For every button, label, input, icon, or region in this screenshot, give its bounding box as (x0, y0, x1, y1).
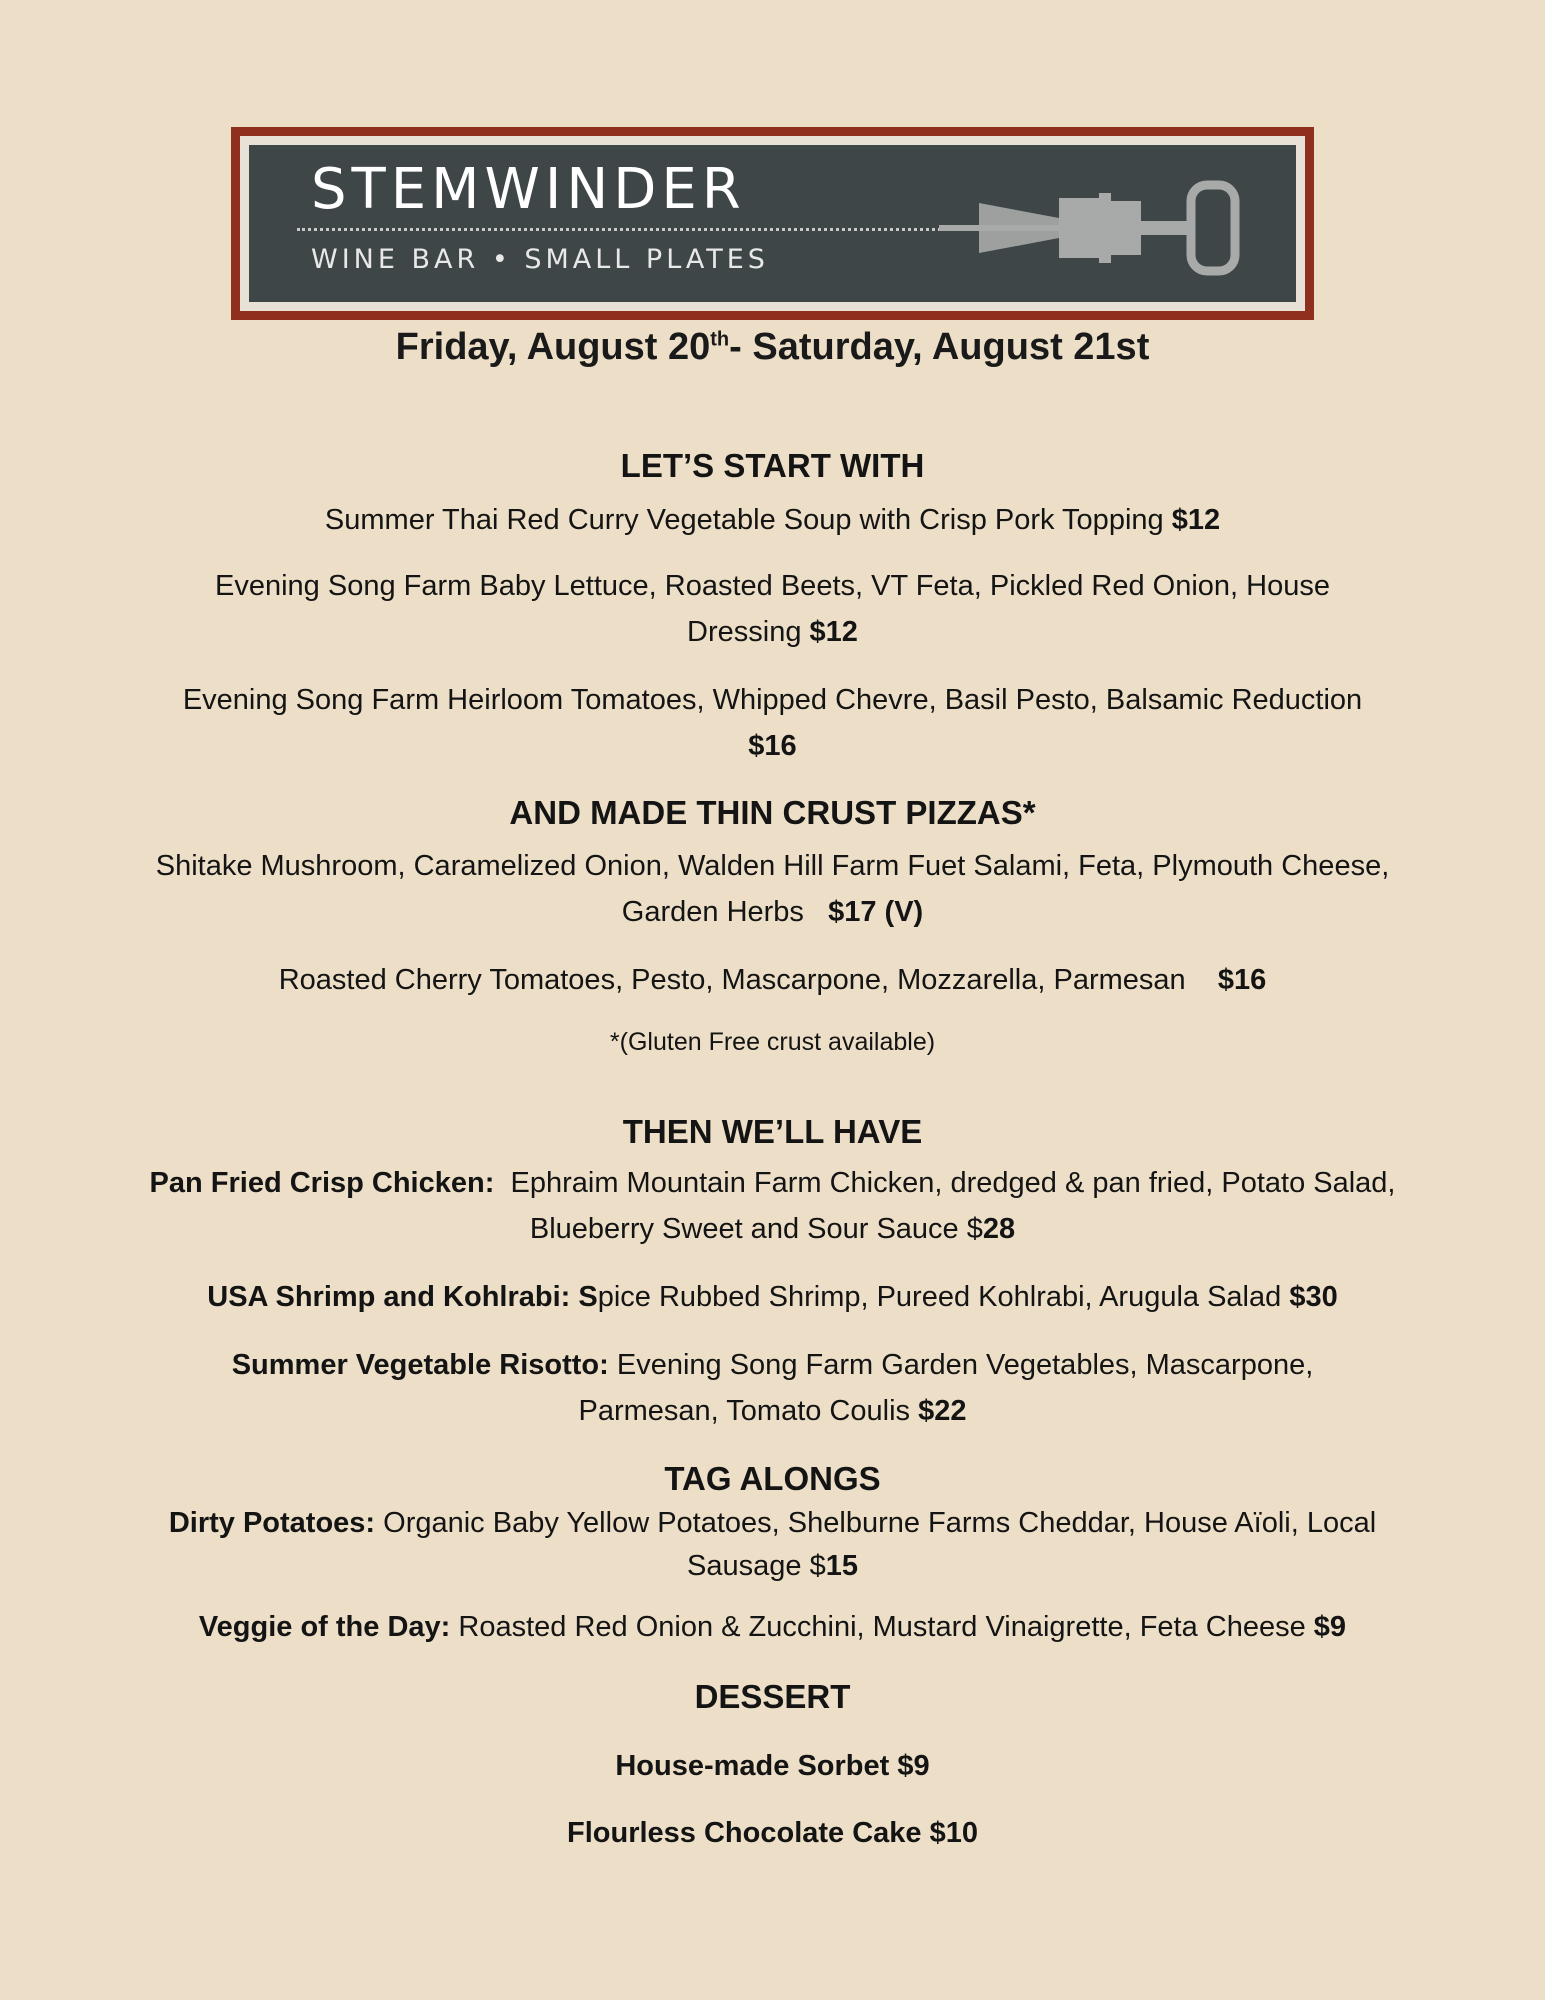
menu-item: Roasted Cherry Tomatoes, Pesto, Mascarpone, Mozzarella, Parmesan $16 (278, 964, 1267, 996)
date-start: Friday, August 20 (395, 326, 711, 368)
date-ordinal: th (710, 328, 730, 351)
logo-divider (297, 228, 947, 231)
menu-item: Summer Vegetable Risotto: Evening Song Farm Garden Vegetables, Mascarpone, Parmesan, Tomato Coulis $22 (231, 1349, 1314, 1427)
corkscrew-icon (939, 163, 1279, 293)
menu-item: Summer Thai Red Curry Vegetable Soup with Crisp Pork Topping $12 (324, 504, 1221, 536)
section-heading-mains: THEN WE’LL HAVE (622, 1113, 923, 1150)
section-heading-start: LET’S START WITH (620, 447, 925, 484)
menu-item: Pan Fried Crisp Chicken: Ephraim Mountain Farm Chicken, dredged & pan fried, Potato Salad, Blueberry Sweet and Sour Sauce $28 (149, 1167, 1396, 1245)
menu-item: Shitake Mushroom, Caramelized Onion, Walden Hill Farm Fuet Salami, Feta, Plymouth Cheese, Garden Herbs $17 (V) (155, 850, 1390, 928)
section-heading-pizzas: AND MADE THIN CRUST PIZZAS* (509, 794, 1036, 831)
date-end: - Saturday, August 21st (729, 326, 1150, 368)
menu-item: Veggie of the Day: Roasted Red Onion & Zucchini, Mustard Vinaigrette, Feta Cheese $9 (198, 1611, 1347, 1643)
dessert-item: Flourless Chocolate Cake $10 (567, 1817, 978, 1849)
logo-name: STEMWINDER (311, 157, 746, 222)
date-range (0, 326, 1545, 369)
section-heading-sides: TAG ALONGS (664, 1460, 881, 1497)
logo (231, 127, 1314, 320)
gluten-free-note: *(Gluten Free crust available) (609, 1028, 936, 1056)
menu-item: Dirty Potatoes: Organic Baby Yellow Potatoes, Shelburne Farms Cheddar, House Aïoli, Local Sausage $15 (168, 1507, 1377, 1582)
section-heading-dessert: DESSERT (694, 1678, 851, 1715)
dessert-item: House-made Sorbet $9 (615, 1750, 930, 1782)
menu-item: Evening Song Farm Heirloom Tomatoes, Whipped Chevre, Basil Pesto, Balsamic Reduction $16 (182, 684, 1363, 762)
menu-item: USA Shrimp and Kohlrabi: Spice Rubbed Shrimp, Pureed Kohlrabi, Arugula Salad $30 (207, 1281, 1338, 1313)
menu-item: Evening Song Farm Baby Lettuce, Roasted Beets, VT Feta, Pickled Red Onion, House Dressing $12 (215, 570, 1330, 648)
logo-tagline: WINE BAR • SMALL PLATES (311, 244, 769, 275)
